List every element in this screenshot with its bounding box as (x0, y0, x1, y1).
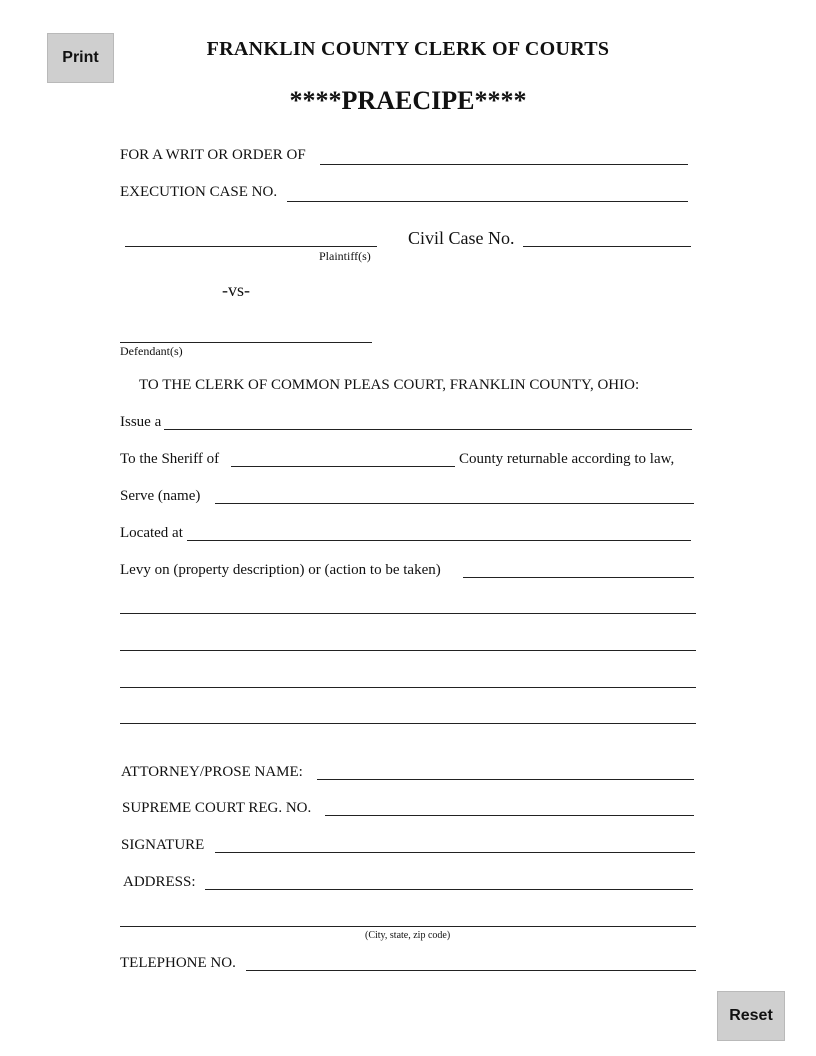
levy-line (120, 613, 696, 614)
address-field[interactable] (207, 871, 695, 889)
defendant-underline (120, 342, 372, 343)
attorney-label: ATTORNEY/PROSE NAME: (121, 764, 303, 780)
to-clerk-text: TO THE CLERK OF COMMON PLEAS COURT, FRANKLIN COUNTY, OHIO: (139, 377, 640, 393)
levy-underline (463, 577, 694, 578)
city-state-zip-caption: (City, state, zip code) (365, 930, 451, 941)
sheriff-returnable-text: County returnable according to law, (459, 451, 675, 467)
civil-case-field[interactable] (525, 228, 693, 246)
attorney-underline (317, 779, 694, 780)
levy-line-field[interactable] (122, 705, 698, 723)
plaintiff-field[interactable] (127, 228, 379, 246)
signature-label: SIGNATURE (121, 837, 205, 853)
reset-button[interactable]: Reset (717, 991, 785, 1041)
sheriff-county-field[interactable] (233, 448, 457, 466)
page-title: ****PRAECIPE**** (289, 86, 527, 115)
levy-line (120, 687, 696, 688)
levy-line-field[interactable] (122, 632, 698, 650)
civil-case-label: Civil Case No. (408, 228, 515, 248)
attorney-field[interactable] (319, 761, 696, 779)
located-field[interactable] (189, 522, 693, 540)
sheriff-county-underline (231, 466, 455, 467)
issue-underline (164, 429, 692, 430)
serve-label: Serve (name) (120, 488, 201, 504)
telephone-underline (246, 970, 696, 971)
plaintiff-caption: Plaintiff(s) (319, 249, 371, 263)
writ-order-underline (320, 164, 688, 165)
signature-field[interactable] (217, 834, 697, 852)
telephone-label: TELEPHONE NO. (120, 955, 236, 971)
located-label: Located at (120, 525, 183, 541)
sheriff-label: To the Sheriff of (120, 451, 220, 467)
writ-order-field[interactable] (322, 146, 690, 164)
defendant-field[interactable] (122, 324, 374, 342)
serve-underline (215, 503, 694, 504)
levy-line (120, 723, 696, 724)
issue-field[interactable] (166, 411, 694, 429)
levy-line-field[interactable] (122, 595, 698, 613)
levy-line (120, 650, 696, 651)
org-title: FRANKLIN COUNTY CLERK OF COURTS (206, 38, 610, 60)
levy-field[interactable] (465, 559, 696, 577)
plaintiff-underline (125, 246, 377, 247)
city-state-zip-underline (120, 926, 696, 927)
writ-order-label: FOR A WRIT OR ORDER OF (120, 147, 306, 163)
city-state-zip-field[interactable] (122, 908, 698, 926)
supreme-reg-underline (325, 815, 694, 816)
execution-case-field[interactable] (289, 183, 690, 201)
print-button[interactable]: Print (47, 33, 114, 83)
signature-underline (215, 852, 695, 853)
execution-case-underline (287, 201, 688, 202)
supreme-reg-field[interactable] (327, 797, 696, 815)
versus-text: -vs- (222, 280, 250, 300)
defendant-caption: Defendant(s) (120, 344, 183, 358)
serve-field[interactable] (217, 485, 696, 503)
supreme-reg-label: SUPREME COURT REG. NO. (122, 800, 312, 816)
civil-case-underline (523, 246, 691, 247)
execution-case-label: EXECUTION CASE NO. (120, 184, 278, 200)
levy-line-field[interactable] (122, 669, 698, 687)
levy-label: Levy on (property description) or (action to be taken) (120, 562, 441, 578)
address-label: ADDRESS: (123, 874, 196, 890)
issue-label: Issue a (120, 414, 162, 430)
address-underline (205, 889, 693, 890)
telephone-field[interactable] (248, 952, 698, 970)
located-underline (187, 540, 691, 541)
